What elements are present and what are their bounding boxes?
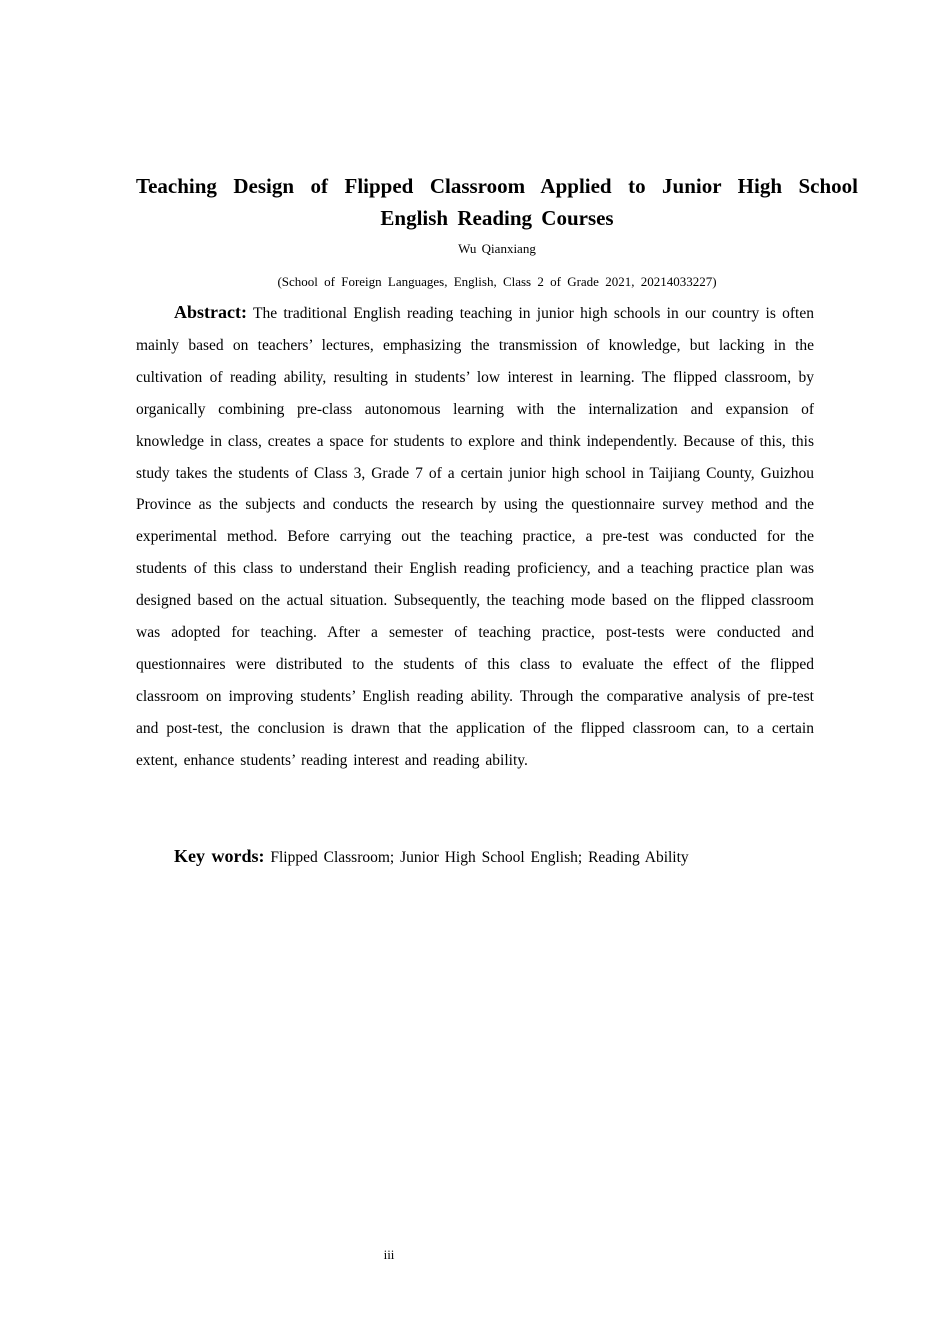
page-number: iii bbox=[383, 1247, 395, 1262]
document-title: Teaching Design of Flipped Classroom Applied to Junior High School English Reading Courses bbox=[136, 174, 858, 230]
keywords-text: Flipped Classroom; Junior High School English; Reading Ability bbox=[270, 849, 689, 866]
abstract-paragraph bbox=[136, 297, 814, 777]
abstract-text: The traditional English reading teaching in junior high schools in our country is often mainly based on teachers’ lectures, emphasizing the transmission of knowledge, but lacking in the cultivation of reading ability, resulting in students’ low interest in learning. The flipped classroom, by organically combining pre-class autonomous learning with the internalization and expansion of knowledge in class, creates a space for students to explore and think independently. Because of this, this study takes the students of Class 3, Grade 7 of a certain junior high school in Taijiang County, Guizhou Province as the subjects and conducts the research by using the questionnaire survey method and the experimental method. Before carrying out the teaching practice, a pre-test was conducted for the students of this class to understand their English reading proficiency, and a teaching practice plan was designed based on the actual situation. Subsequently, the teaching mode based on the flipped classroom was adopted for teaching. After a semester of teaching practice, post-tests were conducted and questionnaires were distributed to the students of this class to evaluate the effect of the flipped classroom on improving students’ English reading ability. Through the comparative analysis of pre-test and post-test, the conclusion is drawn that the application of the flipped classroom can, to a certain extent, enhance students’ reading interest and reading ability. bbox=[136, 305, 814, 769]
keywords-paragraph bbox=[136, 840, 814, 874]
keywords-label: Key words: bbox=[174, 846, 265, 866]
abstract-label: Abstract: bbox=[174, 302, 247, 322]
author-affiliation: (School of Foreign Languages, English, Class 2 of Grade 2021, 20214033227) bbox=[277, 274, 717, 289]
author-name: Wu Qianxiang bbox=[458, 241, 536, 256]
